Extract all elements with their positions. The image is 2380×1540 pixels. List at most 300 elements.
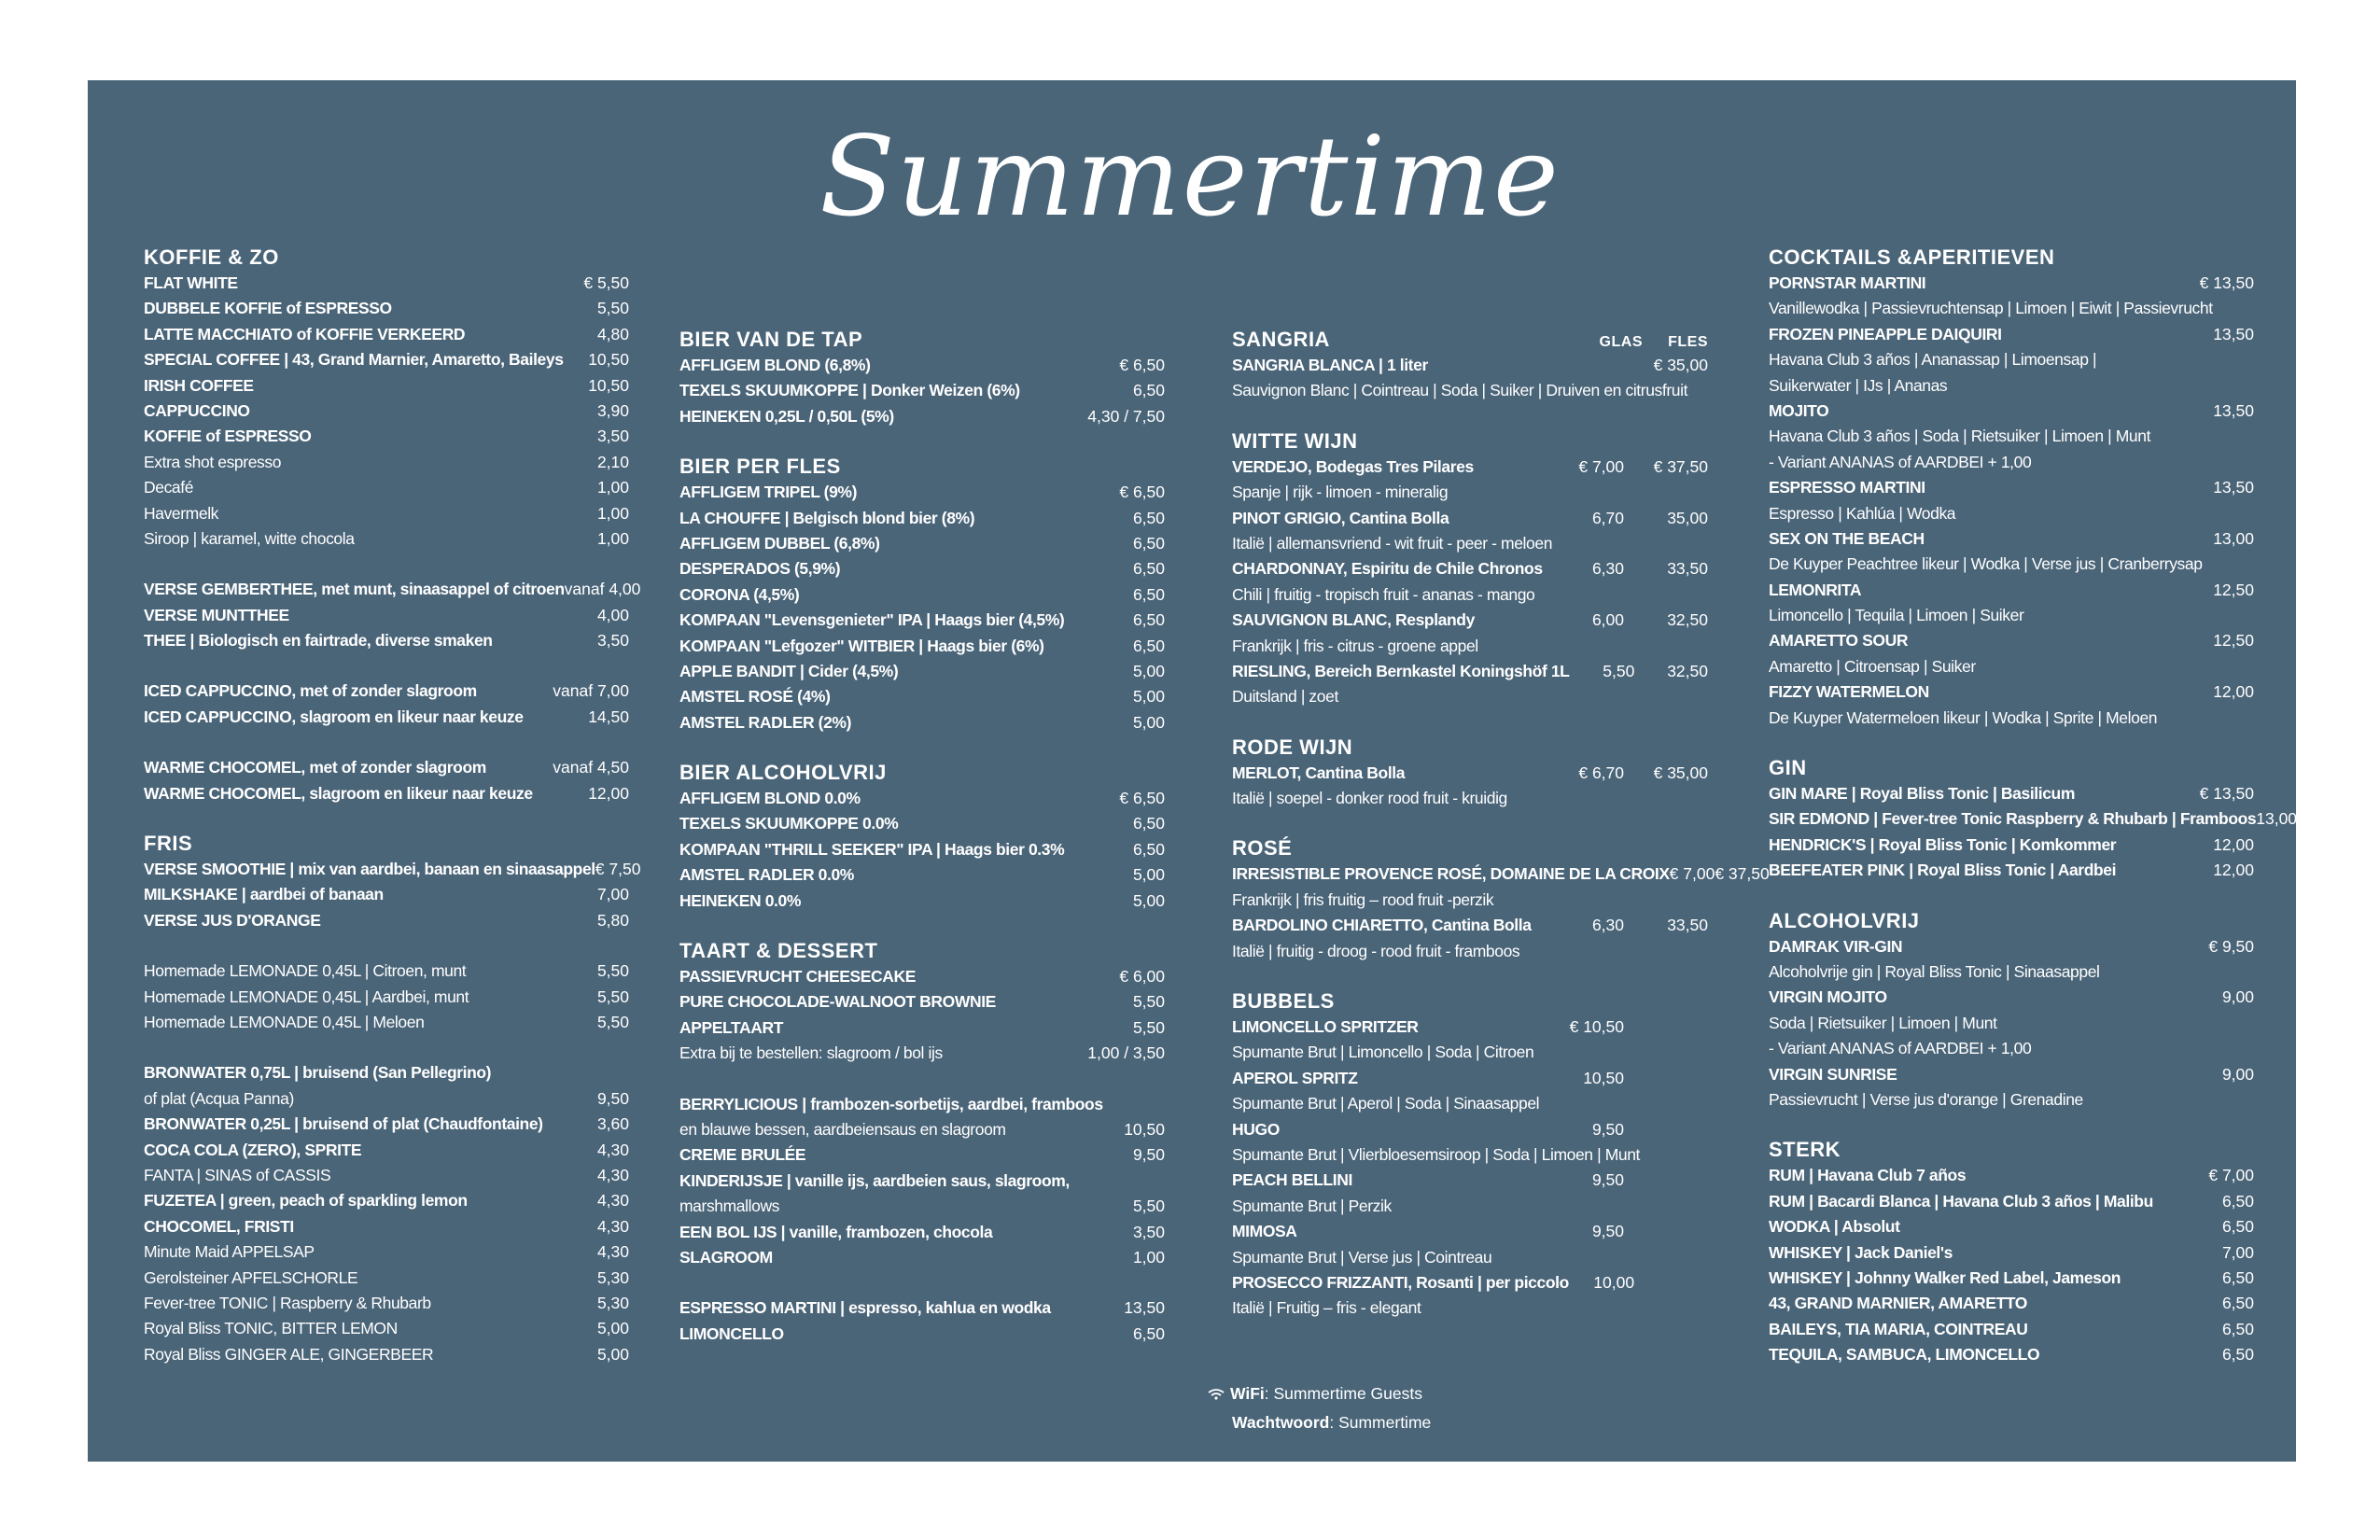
menu-item-name: COCA COLA (ZERO), SPRITE [144, 1140, 362, 1159]
menu-item-price: 6,50 [2221, 1345, 2254, 1365]
menu-item-price-bottle [1624, 480, 1708, 505]
menu-item [1769, 1163, 2254, 1188]
menu-item-price: 9,50 [1132, 1145, 1165, 1165]
menu-item [1769, 679, 2254, 705]
menu-item-price-glass [1549, 786, 1624, 811]
menu-item-price: 1,00 [596, 503, 629, 523]
menu-item-price: 13,50 [2213, 324, 2254, 343]
menu-item-name: RUM | Bacardi Blanca | Havana Club 3 años | Malibu [1769, 1191, 2153, 1211]
menu-item-price-glass [1687, 378, 1697, 403]
menu-item-name: Spumante Brut | Limoncello | Soda | Citroen [1232, 1043, 1534, 1062]
menu-item-price: 6,50 [1132, 559, 1165, 579]
menu-item [144, 603, 629, 628]
menu-item [1232, 1015, 1708, 1040]
section-heading [679, 327, 1165, 353]
section-heading-text: ROSÉ [1232, 836, 1293, 861]
spacer [144, 552, 629, 577]
spacer [679, 1270, 1165, 1295]
menu-item-price-bottle [1624, 582, 1708, 608]
menu-item [1769, 501, 2254, 526]
menu-item-name: LATTE MACCHIATO of KOFFIE VERKEERD [144, 324, 466, 343]
menu-item [679, 1245, 1165, 1270]
menu-item-name: Limoncello | Tequila | Limoen | Suiker [1769, 606, 2024, 625]
menu-item-price: 6,50 [1132, 508, 1165, 527]
menu-item-name: Gerolsteiner APFELSCHORLE [144, 1267, 358, 1287]
menu-item-name: PORNSTAR MARTINI [1769, 273, 1926, 292]
menu-item [1232, 1091, 1708, 1116]
menu-item-name: Duitsland | zoet [1232, 687, 1338, 707]
section-heading [1769, 755, 2254, 781]
menu-item-price: 6,50 [1132, 381, 1165, 400]
menu-item [144, 577, 641, 602]
menu-item [1232, 556, 1708, 581]
menu-item-price: 3,50 [596, 631, 629, 651]
menu-item [144, 450, 629, 475]
menu-item-price: € 6,50 [1119, 789, 1165, 808]
menu-item-price-glass [1549, 353, 1624, 378]
menu-item-price: 7,00 [596, 885, 629, 904]
menu-item-price-glass: € 7,00 [1578, 456, 1624, 476]
menu-item-name: Minute Maid APPELSAP [144, 1242, 315, 1262]
menu-item-name: Homemade LEMONADE 0,45L | Citroen, munt [144, 961, 467, 981]
menu-item [1769, 1036, 2254, 1061]
spacer [144, 730, 629, 755]
menu-item-name: Soda | Rietsuiker | Limoen | Munt [1769, 1013, 1997, 1032]
menu-item-name: MIMOSA [1232, 1222, 1297, 1241]
menu-item-price: 6,50 [2221, 1319, 2254, 1338]
menu-item-name: AFFLIGEM DUBBEL (6,8%) [679, 533, 880, 553]
menu-item [679, 556, 1165, 581]
menu-item-price: 6,50 [1132, 839, 1165, 859]
section-rode-wijn [1232, 735, 1708, 812]
menu-item [679, 786, 1165, 811]
menu-item [144, 985, 629, 1010]
menu-item-price: 5,50 [1132, 1017, 1165, 1037]
menu-item-price: 6,50 [2221, 1294, 2254, 1313]
menu-item-price: 5,30 [596, 1293, 629, 1312]
menu-item-price: 1,00 [596, 478, 629, 497]
section-gin [1769, 755, 2298, 884]
menu-item-price: 6,50 [1132, 1323, 1165, 1343]
section-heading-text: TAART & DESSERT [679, 939, 878, 963]
menu-item-name: TEXELS SKUUMKOPPE | Donker Weizen (6%) [679, 381, 1020, 400]
menu-item-name: Homemade LEMONADE 0,45L | Meloen [144, 1012, 425, 1031]
menu-item [1232, 913, 1708, 938]
menu-item [679, 964, 1165, 989]
menu-item-price: 3,50 [596, 427, 629, 446]
menu-item-price: 9,50 [596, 1088, 629, 1108]
menu-item-price: 6,50 [2221, 1217, 2254, 1237]
menu-item-price [2170, 1087, 2254, 1113]
menu-item-price: 1,00 [1132, 1247, 1165, 1267]
section-ros [1232, 835, 1770, 964]
menu-item [679, 811, 1165, 836]
menu-item-price: 9,00 [2221, 987, 2254, 1007]
menu-item [144, 526, 629, 552]
menu-item-name: Siroop | karamel, witte chocola [144, 528, 355, 548]
section-cocktails-aperitieven [1769, 245, 2254, 731]
menu-item-price-bottle [1697, 378, 1708, 403]
menu-item-name: VERDEJO, Bodegas Tres Pilares [1232, 456, 1474, 476]
menu-item [1769, 1189, 2254, 1214]
menu-item-price-bottle [1626, 531, 1708, 556]
menu-item-name: DUBBELE KOFFIE of ESPRESSO [144, 299, 392, 318]
menu-item-name: AMSTEL ROSÉ (4%) [679, 687, 831, 707]
menu-item [1769, 399, 2254, 424]
section-heading [1769, 908, 2254, 934]
menu-item-price-glass [1549, 888, 1624, 913]
menu-item-price: € 6,00 [1119, 967, 1165, 987]
wifi-info [1208, 1381, 1581, 1435]
menu-item-name: HENDRICK'S | Royal Bliss Tonic | Komkommer [1769, 834, 2117, 854]
menu-item-name: VERSE JUS D'ORANGE [144, 910, 321, 930]
section-heading-text: WITTE WIJN [1232, 428, 1358, 453]
menu-item-price-bottle [1624, 1091, 1708, 1116]
menu-item [1769, 271, 2254, 296]
menu-item-price-glass [1552, 531, 1626, 556]
menu-item [144, 959, 629, 984]
menu-item [679, 1117, 1165, 1142]
menu-item-name: AMARETTO SOUR [1769, 631, 1909, 651]
menu-item [679, 1322, 1165, 1347]
menu-item [1232, 1066, 1708, 1091]
menu-item-name: FIZZY WATERMELON [1769, 682, 1929, 702]
menu-item-name: VERSE MUNTTHEE [144, 605, 289, 624]
menu-item [679, 1092, 1165, 1117]
section-heading-text: SANGRIA [1232, 328, 1330, 351]
wifi-password: : Summertime [1329, 1413, 1432, 1432]
menu-item-name: GIN MARE | Royal Bliss Tonic | Basilicum [1769, 784, 2075, 804]
menu-item-price: 5,50 [596, 1012, 629, 1031]
menu-item-name: Extra shot espresso [144, 452, 282, 471]
menu-item-name: Chili | fruitig - tropisch fruit - ananas - mango [1232, 584, 1535, 604]
menu-item-name: marshmallows [679, 1197, 780, 1216]
menu-item-name: SANGRIA BLANCA | 1 liter [1232, 356, 1428, 374]
menu-item-name: KOMPAAN "Levensgenieter" IPA | Haags bier (4,5%) [679, 610, 1065, 630]
menu-item-price [2170, 1011, 2254, 1036]
menu-item-name: Frankrijk | fris fruitig – rood fruit -perzik [1232, 889, 1494, 909]
menu-item [144, 373, 629, 399]
menu-item-price: 4,30 [596, 1216, 629, 1236]
menu-item-name: BRONWATER 0,25L | bruisend of plat (Chaudfontaine) [144, 1114, 543, 1134]
menu-item-price: 1,00 / 3,50 [1087, 1043, 1165, 1063]
menu-item-name: TEQUILA, SAMBUCA, LIMONCELLO [1769, 1345, 2040, 1365]
menu-item [1769, 1291, 2254, 1316]
menu-item-price: 4,30 [596, 1242, 629, 1262]
menu-item-price: 6,50 [1132, 636, 1165, 655]
section-koffie-zo [144, 245, 641, 806]
menu-item-price: 13,50 [2213, 400, 2254, 420]
section-taart-dessert [679, 938, 1165, 1347]
menu-item [1769, 475, 2254, 500]
menu-item-name: AFFLIGEM BLOND (6,8%) [679, 356, 871, 374]
menu-item [1232, 1219, 1708, 1244]
menu-item-price-bottle [1624, 939, 1708, 964]
menu-item-price-bottle [1624, 888, 1708, 913]
menu-item-price-bottle [1634, 1270, 1708, 1295]
menu-item-price-glass: 10,00 [1593, 1272, 1635, 1292]
menu-item [679, 353, 1165, 378]
menu-item-name: AMSTEL RADLER 0.0% [679, 865, 854, 885]
menu-item [1769, 526, 2254, 552]
menu-item-price: 6,50 [1132, 814, 1165, 833]
menu-item-price [2170, 424, 2254, 449]
section-heading-text: GIN [1769, 756, 1807, 780]
section-heading-text: BUBBELS [1232, 989, 1335, 1014]
menu-item-name: BRONWATER 0,75L | bruisend (San Pellegrino) [144, 1063, 492, 1083]
menu-item [1769, 1062, 2254, 1087]
menu-item [1769, 296, 2254, 321]
menu-item-name: HEINEKEN 0,25L / 0,50L (5%) [679, 406, 894, 426]
spacer [679, 1067, 1165, 1092]
wifi-network: : Summertime Guests [1264, 1384, 1422, 1403]
menu-item-price: 5,00 [1132, 890, 1165, 910]
menu-item-price: 12,00 [2213, 682, 2254, 702]
menu-item [144, 424, 629, 449]
menu-item [1232, 861, 1770, 887]
menu-item-price: 5,00 [1132, 712, 1165, 732]
column-header-fles: FLES [1668, 334, 1708, 350]
menu-item [144, 1010, 629, 1035]
menu-item-price: 5,30 [596, 1267, 629, 1287]
menu-item [144, 1342, 629, 1367]
menu-item-price [2170, 654, 2254, 679]
menu-title: Summertime [819, 112, 1561, 241]
menu-item [1232, 634, 1708, 659]
menu-item [679, 480, 1165, 505]
menu-item-price: 10,50 [1124, 1119, 1165, 1139]
menu-item-price: € 7,00 [2208, 1166, 2254, 1185]
menu-item-price: € 7,50 [595, 860, 641, 879]
menu-item-price [2203, 552, 2254, 577]
menu-item-price-bottle [1624, 684, 1708, 709]
wifi-password-label: Wachtwoord [1232, 1413, 1330, 1432]
menu-item [144, 1188, 629, 1213]
section-heading [679, 454, 1165, 480]
menu-item-name: Amaretto | Citroensap | Suiker [1769, 656, 1976, 676]
menu-item [144, 1163, 629, 1188]
section-heading-text: BIER VAN DE TAP [679, 328, 863, 351]
menu-item-name: IRRESISTIBLE PROVENCE ROSÉ, DOMAINE DE LA CROIX [1232, 864, 1670, 884]
menu-item [1232, 1245, 1708, 1270]
menu-item [1232, 608, 1708, 633]
menu-item-price: vanaf 7,00 [553, 681, 629, 701]
menu-item-name: Spumante Brut | Aperol | Soda | Sinaasappel [1232, 1094, 1540, 1113]
section-heading-text: RODE WIJN [1232, 735, 1353, 759]
menu-item-name: De Kuyper Peachtree likeur | Wodka | Verse jus | Cranberrysap [1769, 554, 2203, 574]
menu-item-name: Suikerwater | IJs | Ananas [1769, 375, 1948, 395]
menu-item [1769, 934, 2254, 959]
menu-item [1769, 1087, 2254, 1113]
menu-item [1232, 582, 1708, 608]
menu-item [1769, 781, 2254, 806]
column-bier-dessert [679, 327, 1165, 1371]
menu-item [144, 501, 629, 526]
menu-item-price [2170, 959, 2254, 985]
menu-item-price-bottle [1624, 1295, 1708, 1321]
menu-item [144, 882, 629, 907]
menu-item [144, 755, 629, 780]
menu-item-name: - Variant ANANAS of AARDBEI + 1,00 [1769, 452, 2032, 471]
menu-item-name: BARDOLINO CHIARETTO, Cantina Bolla [1232, 916, 1532, 935]
menu-item-name: WHISKEY | Johnny Walker Red Label, Jameson [1769, 1267, 2121, 1287]
section-heading [144, 245, 629, 271]
menu-item [1769, 654, 2254, 679]
menu-item [679, 1142, 1165, 1168]
menu-item-name: Fever-tree TONIC | Raspberry & Rhubarb [144, 1293, 431, 1312]
menu-item-price-glass [1549, 1245, 1624, 1270]
section-heading [1232, 735, 1708, 761]
menu-item-price: 3,90 [596, 400, 629, 420]
menu-item-name: AFFLIGEM TRIPEL (9%) [679, 483, 858, 502]
menu-item-price-bottle: 33,50 [1667, 559, 1708, 579]
menu-item [144, 1239, 629, 1265]
section-heading [1232, 327, 1708, 353]
menu-item-price [2213, 296, 2254, 321]
menu-item [1232, 939, 1708, 964]
menu-item [1769, 833, 2254, 858]
menu-item-price [2170, 501, 2254, 526]
menu-item-price: 5,50 [1132, 992, 1165, 1012]
section-heading [1232, 988, 1708, 1015]
menu-item-price-bottle [1624, 1040, 1708, 1065]
menu-item-name: FROZEN PINEAPPLE DAIQUIRI [1769, 324, 2002, 343]
menu-item-name: De Kuyper Watermeloen likeur | Wodka | Sprite | Meloen [1769, 707, 2158, 727]
menu-item-name: HEINEKEN 0.0% [679, 890, 801, 910]
wifi-label: WiFi [1230, 1384, 1265, 1403]
menu-item-price-glass [1549, 939, 1624, 964]
menu-item-price: vanaf 4,50 [553, 758, 629, 777]
menu-item-price-bottle: € 37,50 [1715, 864, 1770, 884]
menu-item-price: 5,80 [596, 910, 629, 930]
section-heading-text: ALCOHOLVRIJ [1769, 908, 1920, 932]
menu-item-name: Spumante Brut | Verse jus | Cointreau [1232, 1247, 1492, 1267]
menu-item-name: BERRYLICIOUS | frambozen-sorbetijs, aardbei, framboos [679, 1094, 1103, 1113]
menu-item-price: 14,50 [588, 707, 629, 726]
section-heading-text: BIER ALCOHOLVRIJ [679, 761, 887, 785]
menu-item-name: EEN BOL IJS | vanille, frambozen, chocola [679, 1222, 993, 1241]
menu-item [144, 1060, 629, 1085]
wifi-icon [1208, 1389, 1225, 1400]
menu-item-name: VERSE GEMBERTHEE, met munt, sinaasappel of citroen [144, 580, 565, 599]
menu-item-name: MOJITO [1769, 400, 1829, 420]
menu-item-name: Italië | allemansvriend - wit fruit - peer - meloen [1232, 533, 1553, 553]
section-heading [1232, 835, 1708, 861]
menu-item-name: Decafé [144, 478, 194, 497]
menu-item [1232, 1117, 1708, 1142]
menu-item-name: 43, GRAND MARNIER, AMARETTO [1769, 1294, 2027, 1313]
menu-item-price-glass: € 10,50 [1569, 1017, 1624, 1037]
menu-item-name: APPLE BANDIT | Cider (4,5%) [679, 661, 899, 680]
menu-item [144, 322, 629, 347]
menu-item-name: APPELTAART [679, 1017, 784, 1037]
menu-item-price: 4,80 [596, 324, 629, 343]
menu-item-price: 5,50 [1132, 1197, 1165, 1216]
menu-item-name: MILKSHAKE | aardbei of banaan [144, 885, 384, 904]
menu-item [679, 989, 1165, 1015]
menu-item-price-glass [1549, 1295, 1624, 1321]
menu-item [679, 582, 1165, 608]
section-sterk [1769, 1137, 2254, 1367]
menu-item [679, 404, 1165, 429]
menu-item [1232, 761, 1708, 786]
menu-item-price: 6,50 [2221, 1267, 2254, 1287]
menu-item [1769, 858, 2254, 883]
menu-item-price: 10,50 [588, 375, 629, 395]
menu-item-price-glass: € 7,00 [1669, 864, 1715, 884]
menu-item [1769, 322, 2254, 347]
menu-item-price: 12,50 [2213, 580, 2254, 599]
menu-item-price: € 6,50 [1119, 356, 1165, 374]
menu-item-name: PURE CHOCOLADE-WALNOOT BROWNIE [679, 992, 996, 1012]
menu-item-name: RUM | Havana Club 7 años [1769, 1166, 1967, 1185]
menu-item [679, 634, 1165, 659]
menu-item-name: ICED CAPPUCCINO, met of zonder slagroom [144, 681, 477, 701]
menu-item-price: 5,50 [596, 299, 629, 318]
menu-item-name: VERSE SMOOTHIE | mix van aardbei, banaan en sinaasappel [144, 860, 595, 879]
menu-item [679, 1220, 1165, 1245]
menu-item-price-glass: 10,50 [1583, 1068, 1624, 1087]
menu-item-name: BEEFEATER PINK | Royal Bliss Tonic | Aardbei [1769, 861, 2117, 880]
menu-item-price: 3,50 [1132, 1222, 1165, 1241]
menu-item-name: AMSTEL RADLER (2%) [679, 712, 852, 732]
menu-item [144, 399, 629, 424]
menu-item [1232, 888, 1708, 913]
menu-item-name: DAMRAK VIR-GIN [1769, 936, 1903, 956]
menu-item [679, 889, 1165, 914]
menu-item [144, 475, 629, 500]
menu-item [679, 506, 1165, 531]
section-heading [1232, 428, 1708, 455]
menu-item [679, 1169, 1165, 1194]
menu-item-name: Passievrucht | Verse jus d'orange | Grenadine [1769, 1089, 2083, 1109]
menu-item-price-glass [1549, 634, 1624, 659]
menu-item [1769, 628, 2254, 653]
menu-item-price: 13,00 [2256, 809, 2298, 829]
menu-item-name: Alcoholvrije gin | Royal Bliss Tonic | Sinaasappel [1769, 961, 2100, 981]
menu-item-price: 1,00 [596, 528, 629, 548]
column-header-glas: GLAS [1599, 334, 1643, 350]
menu-item-name: Havana Club 3 años | Soda | Rietsuiker | Limoen | Munt [1769, 427, 2151, 446]
menu-item-price: 4,00 [596, 605, 629, 624]
menu-item-price-bottle [1624, 634, 1708, 659]
menu-item-name: FANTA | SINAS of CASSIS [144, 1165, 331, 1184]
section-fris [144, 831, 641, 1367]
menu-item-price-bottle: 33,50 [1667, 916, 1708, 935]
menu-item [1232, 1168, 1708, 1193]
menu-item-name: Havermelk [144, 503, 219, 523]
menu-item-name: - Variant ANANAS of AARDBEI + 1,00 [1769, 1039, 2032, 1058]
menu-item-price [2170, 450, 2254, 475]
menu-item-name: DESPERADOS (5,9%) [679, 559, 841, 579]
menu-item-name: CHOCOMEL, FRISTI [144, 1216, 294, 1236]
menu-item [144, 347, 629, 372]
menu-item-name: KOMPAAN "THRILL SEEKER" IPA | Haags bier 0.3% [679, 839, 1065, 859]
menu-item-name: Frankrijk | fris - citrus - groene appel [1232, 636, 1478, 655]
menu-item-price-bottle [1624, 1194, 1708, 1219]
menu-item-name: LIMONCELLO [679, 1323, 784, 1343]
menu-item-price-bottle [1624, 1066, 1708, 1091]
menu-item-name: Italië | Fruitig – fris - elegant [1232, 1298, 1421, 1318]
menu-item-price: € 6,50 [1119, 483, 1165, 502]
menu-item-price: 5,00 [1132, 661, 1165, 680]
menu-item-name: KOFFIE of ESPRESSO [144, 427, 312, 446]
menu-item [144, 296, 629, 321]
menu-item-price [1103, 1092, 1165, 1117]
section-heading-text: BIER PER FLES [679, 455, 841, 479]
menu-item [1232, 378, 1708, 403]
menu-item-price: 6,50 [1132, 610, 1165, 630]
